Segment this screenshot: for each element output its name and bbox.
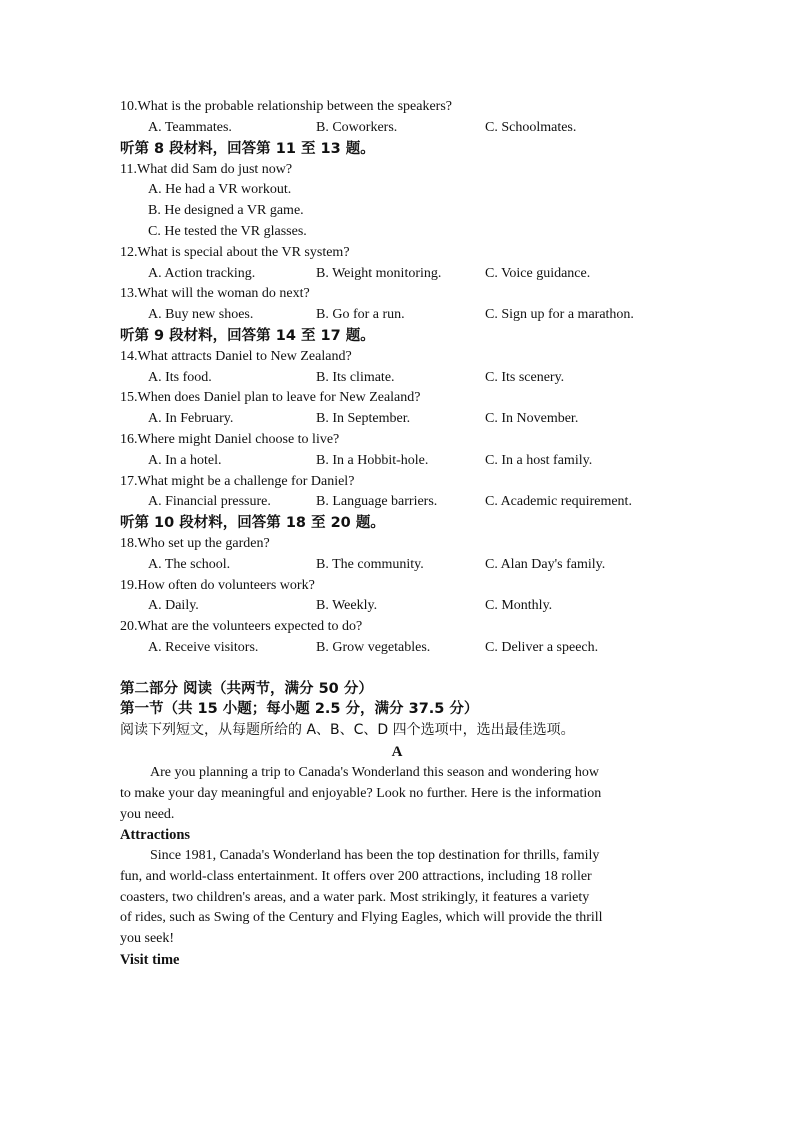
question-10-stem: 10.What is the probable relationship between the speakers? <box>120 99 452 114</box>
question-17-option-c: C. Academic requirement. <box>485 494 632 509</box>
question-11-option-a: A. He had a VR workout. <box>148 182 292 197</box>
question-15-option-b: B. In September. <box>316 411 411 426</box>
question-14-stem: 14.What attracts Daniel to New Zealand? <box>120 349 352 364</box>
question-15-stem: 15.When does Daniel plan to leave for New Zealand? <box>120 390 421 405</box>
question-12-option-c: C. Voice guidance. <box>485 266 591 281</box>
attractions-line-3: coasters, two children's areas, and a water park. Most strikingly, it features a variety <box>120 889 590 905</box>
part-2-section-1-title: 第一节（共 15 小题；每小题 2.5 分，满分 37.5 分） <box>120 701 479 717</box>
section-10-header: 听第 10 段材料，回答第 18 至 20 题。 <box>120 515 385 531</box>
question-16-option-c: C. In a host family. <box>485 453 593 468</box>
passage-intro-line-2: to make your day meaningful and enjoyable? Look no further. Here is the information <box>120 785 602 801</box>
question-14-option-a: A. Its food. <box>148 370 212 385</box>
question-20-stem: 20.What are the volunteers expected to do? <box>120 619 363 634</box>
attractions-line-1: Since 1981, Canada's Wonderland has been the top destination for thrills, family <box>150 848 600 863</box>
question-11-stem: 11.What did Sam do just now? <box>120 162 293 177</box>
question-11-option-b: B. He designed a VR game. <box>148 203 304 218</box>
passage-intro <box>120 763 666 825</box>
question-16-option-a: A. In a hotel. <box>148 453 222 468</box>
question-13-option-b: B. Go for a run. <box>316 307 405 322</box>
question-13-option-c: C. Sign up for a marathon. <box>485 307 634 322</box>
question-14-option-b: B. Its climate. <box>316 370 395 385</box>
attractions-line-4: of rides, such as Swing of the Century and Flying Eagles, which will provide the thrill <box>120 910 603 926</box>
question-18-stem: 18.Who set up the garden? <box>120 536 270 551</box>
part-2-instruction: 阅读下列短文，从每题所给的 A、B、C、D 四个选项中，选出最佳选项。 <box>120 722 575 738</box>
visit-time-heading: Visit time <box>120 952 180 968</box>
question-17-stem: 17.What might be a challenge for Daniel? <box>120 474 355 489</box>
passage-intro-line-3: you need. <box>120 806 175 822</box>
question-14-option-c: C. Its scenery. <box>485 370 565 385</box>
attractions-line-2: fun, and world-class entertainment. It offers over 200 attractions, including 18 roller <box>120 868 592 884</box>
section-8-header: 听第 8 段材料，回答第 11 至 13 题。 <box>120 141 375 157</box>
question-10-option-a: A. Teammates. <box>148 120 232 135</box>
passage-intro-line-1: Are you planning a trip to Canada's Wonderland this season and wondering how <box>150 765 600 780</box>
attractions-heading: Attractions <box>120 827 191 843</box>
question-18-option-b: B. The community. <box>316 557 424 572</box>
question-12-stem: 12.What is special about the VR system? <box>120 245 350 260</box>
question-15-option-a: A. In February. <box>148 411 234 426</box>
question-16-option-b: B. In a Hobbit-hole. <box>316 453 429 468</box>
attractions-line-5: you seek! <box>120 931 175 947</box>
question-17-option-b: B. Language barriers. <box>316 494 438 509</box>
question-12-option-b: B. Weight monitoring. <box>316 266 442 281</box>
question-20-option-a: A. Receive visitors. <box>148 640 259 655</box>
passage-label: A <box>391 744 403 760</box>
attractions-paragraph <box>120 846 666 950</box>
question-16-stem: 16.Where might Daniel choose to live? <box>120 432 340 447</box>
question-18-option-a: A. The school. <box>148 557 231 572</box>
part-2-title: 第二部分 阅读（共两节，满分 50 分） <box>120 681 373 697</box>
question-17-option-a: A. Financial pressure. <box>148 494 271 509</box>
section-9-header: 听第 9 段材料，回答第 14 至 17 题。 <box>120 328 375 344</box>
question-18-option-c: C. Alan Day's family. <box>485 557 606 572</box>
question-10-option-c: C. Schoolmates. <box>485 120 577 135</box>
question-19-option-c: C. Monthly. <box>485 598 553 613</box>
question-19-option-b: B. Weekly. <box>316 598 378 613</box>
question-13-stem: 13.What will the woman do next? <box>120 286 310 301</box>
question-11-option-c: C. He tested the VR glasses. <box>148 224 307 239</box>
question-19-option-a: A. Daily. <box>148 598 199 613</box>
question-20-option-c: C. Deliver a speech. <box>485 640 599 655</box>
question-13-option-a: A. Buy new shoes. <box>148 307 254 322</box>
question-12-option-a: A. Action tracking. <box>148 266 256 281</box>
question-20-option-b: B. Grow vegetables. <box>316 640 431 655</box>
question-15-option-c: C. In November. <box>485 411 579 426</box>
question-10-option-b: B. Coworkers. <box>316 120 398 135</box>
question-19-stem: 19.How often do volunteers work? <box>120 578 315 593</box>
